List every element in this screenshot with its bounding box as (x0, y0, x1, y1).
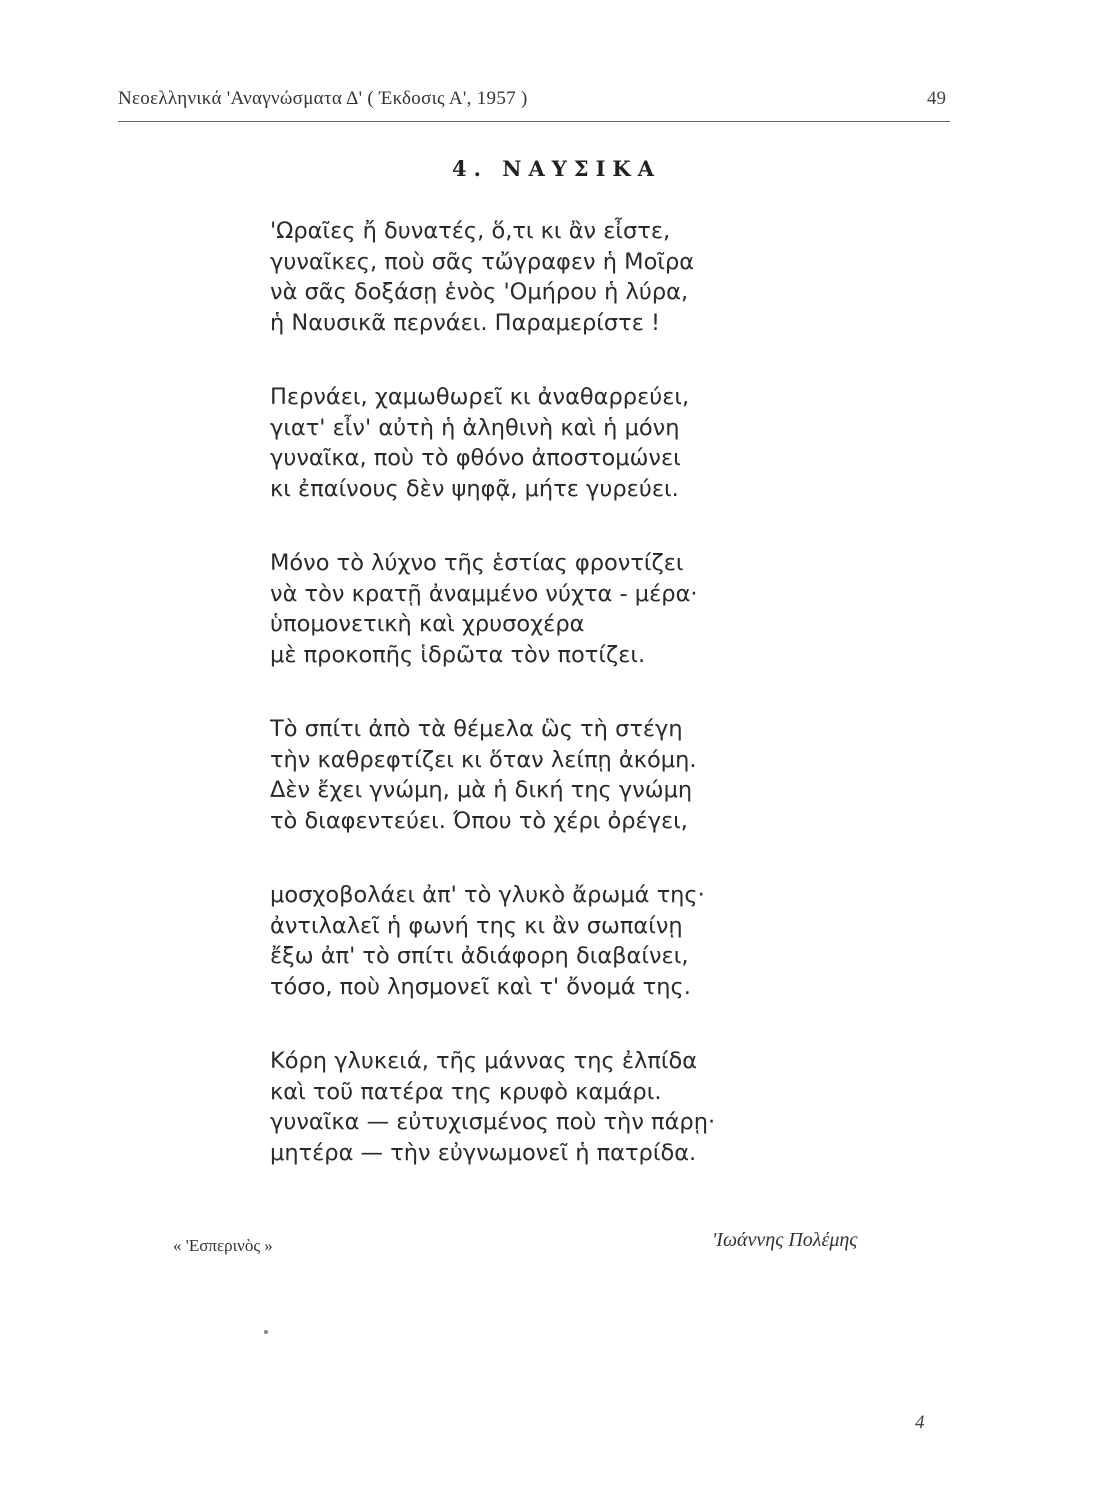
poem-line: Τὸ σπίτι ἀπὸ τὰ θέμελα ὣς τὴ στέγη (270, 716, 683, 742)
poem-line: ἀντιλαλεῖ ἡ φωνή της κι ἂν σωπαίνῃ (270, 912, 683, 939)
book-title: Νεοελληνικά 'Αναγνώσματα Δ' ( Έκδοσις Α', 1957 ) (118, 88, 528, 109)
poem-line: ἡ Ναυσικᾶ περνάει. Παραμερίστε ! (270, 309, 661, 336)
author-name: 'Ιωάννης Πολέμης (712, 1229, 858, 1251)
poem-line: μητέρα — τὴν εὐγνωμονεῖ ἡ πατρίδα. (270, 1139, 697, 1166)
poem-line: Περνάει, χαμωθωρεῖ κι ἀναθαρρεύει, (270, 384, 690, 410)
running-header (118, 88, 950, 118)
poem-line: γυναῖκες, ποὺ σᾶς τὤγραφεν ἡ Μοῖρα (270, 248, 695, 275)
stanza (270, 382, 830, 504)
poem-line: ὑπομονετικὴ καὶ χρυσοχέρα (270, 611, 585, 637)
poem-line: Μόνο τὸ λύχνο τῆς ἑστίας φροντίζει (270, 550, 684, 576)
poem-line: Δὲν ἔχει γνώμη, μὰ ἡ δική της γνώμη (270, 777, 693, 803)
poem-line: τὸ διαφεντεύει. Όπου τὸ χέρι ὀρέγει, (270, 807, 688, 834)
signature-mark: 4 (915, 1412, 925, 1433)
poem-line: νὰ τὸν κρατῇ ἀναμμένο νύχτα - μέρα· (270, 580, 698, 607)
stanza (270, 548, 830, 670)
poem-line: τὴν καθρεφτίζει κι ὅταν λείπῃ ἀκόμη. (270, 746, 697, 773)
stanza (270, 880, 830, 1002)
poem-line: γιατ' εἶν' αὐτὴ ἡ ἀληθινὴ καὶ ἡ μόνη (270, 414, 680, 441)
poem-line: Κόρη γλυκειά, τῆς μάννας της ἐλπίδα (270, 1048, 698, 1074)
stanza (270, 1046, 830, 1168)
poem-line: κι ἐπαίνους δὲν ψηφᾷ, μήτε γυρεύει. (270, 475, 679, 502)
poem-body (270, 216, 830, 1212)
source-citation: « 'Εσπερινὸς » (173, 1236, 273, 1255)
stanza (270, 216, 830, 338)
poem-line: καὶ τοῦ πατέρα της κρυφὸ καμάρι. (270, 1078, 662, 1105)
poem-line: τόσο, ποὺ λησμονεῖ καὶ τ' ὄνομά της. (270, 973, 691, 1000)
paper-speck (264, 1330, 268, 1334)
page-number: 49 (927, 88, 946, 109)
poem-line: μοσχοβολάει ἀπ' τὸ γλυκὸ ἄρωμά της· (270, 882, 705, 908)
poem-line: μὲ προκοπῆς ἱδρῶτα τὸν ποτίζει. (270, 641, 646, 668)
poem-line: 'Ωραῖες ἤ δυνατές, ὅ,τι κι ἂν εἶστε, (270, 218, 671, 244)
poem-line: γυναῖκα — εὐτυχισμένος ποὺ τὴν πάρῃ· (270, 1109, 716, 1135)
poem-line: νὰ σᾶς δοξάσῃ ἑνὸς 'Ομήρου ἡ λύρα, (270, 279, 689, 305)
poem-line: γυναῖκα, ποὺ τὸ φθόνο ἀποστομώνει (270, 445, 681, 471)
stanza (270, 714, 830, 836)
header-rule (118, 121, 950, 122)
poem-title: 4. ΝΑΥΣΙΚΑ (452, 156, 661, 181)
poem-line: ἔξω ἀπ' τὸ σπίτι ἀδιάφορη διαβαίνει, (270, 943, 689, 969)
